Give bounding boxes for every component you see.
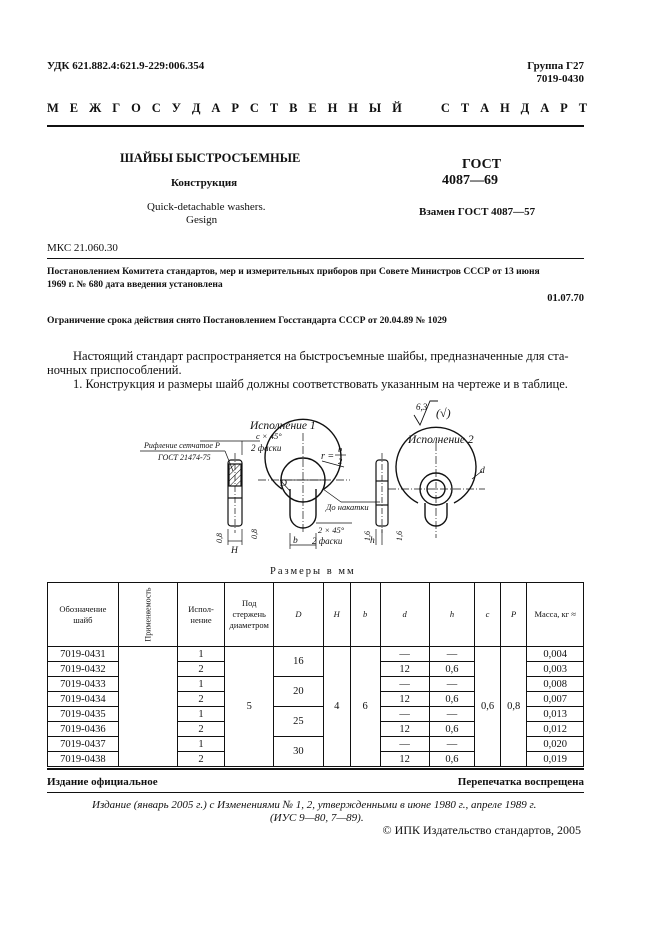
banner-rule <box>47 125 584 127</box>
cell-d: 12 <box>380 692 429 707</box>
official-edition: Издание официальное <box>47 776 158 788</box>
cell-version: 1 <box>177 647 224 662</box>
copyright: © ИПК Издательство стандартов, 2005 <box>382 823 581 837</box>
cell-h: — <box>429 647 474 662</box>
replaces: Взамен ГОСТ 4087—57 <box>419 206 536 218</box>
title-rule <box>47 258 584 259</box>
cell-mass: 0,020 <box>527 737 584 752</box>
cell-h: — <box>429 737 474 752</box>
cell-mass: 0,008 <box>527 677 584 692</box>
label-roughness: 6,3 <box>416 402 428 412</box>
th-H: H <box>323 583 350 647</box>
cell-d: — <box>380 647 429 662</box>
paragraph-1: 1. Конструкция и размеры шайб должны соответствовать указанным на чертеже и в таблице. <box>73 377 568 391</box>
cell-mass: 0,004 <box>527 647 584 662</box>
cell-mass: 0,013 <box>527 707 584 722</box>
label-h: h <box>370 536 375 546</box>
mks-code: МКС 21.060.30 <box>47 242 118 254</box>
label-b: b <box>293 536 298 546</box>
label-radius: r = <box>321 451 335 462</box>
cell-designation: 7019-0432 <box>48 662 119 677</box>
label-D: D <box>280 479 287 489</box>
label-chamfer-2: 2 × 45° <box>318 525 345 535</box>
label-riflenie: Рифление сетчатое P <box>144 441 220 450</box>
group-label: Группа Г27 <box>527 60 584 72</box>
doc-subtitle: Конструкция <box>171 177 238 189</box>
washer-drawing <box>130 393 510 555</box>
reprint-forbidden: Перепечатка воспрещена <box>457 776 584 788</box>
label-1-6-a: 1,6 <box>363 531 372 541</box>
cell-designation: 7019-0434 <box>48 692 119 707</box>
table-header-row <box>48 583 584 647</box>
label-do-nakatki: До накатки <box>326 502 369 512</box>
cell-designation: 7019-0433 <box>48 677 119 692</box>
label-H: H <box>231 546 238 555</box>
cell-d: — <box>380 677 429 692</box>
footer-rule <box>47 768 584 770</box>
cell-P: 0,8 <box>500 647 527 767</box>
th-d: d <box>380 583 429 647</box>
cell-h: 0,6 <box>429 692 474 707</box>
footer-rule-thin <box>47 792 584 793</box>
cell-D: 30 <box>274 737 323 767</box>
edition-note-1: Издание (январь 2005 г.) с Изменениями № 1, 2, утвержденными в июне 1980 г., апреле 1989 г. <box>92 799 537 811</box>
cell-D: 16 <box>274 647 323 677</box>
cell-d: 12 <box>380 752 429 767</box>
cell-c: 0,6 <box>475 647 501 767</box>
cell-rod-diameter: 5 <box>225 647 274 767</box>
th-mass: Масса, кг ≈ <box>527 583 584 647</box>
cell-designation: 7019-0437 <box>48 737 119 752</box>
th-b: b <box>350 583 380 647</box>
cell-designation: 7019-0438 <box>48 752 119 767</box>
cell-mass: 0,019 <box>527 752 584 767</box>
gost-label: ГОСТ <box>462 157 502 172</box>
cell-designation: 7019-0436 <box>48 722 119 737</box>
label-radius-num: b <box>338 444 343 454</box>
table-caption: Размеры в мм <box>270 566 356 577</box>
cell-version: 1 <box>177 677 224 692</box>
dimensions-table <box>47 582 584 767</box>
th-P: P <box>500 583 527 647</box>
cell-version: 2 <box>177 662 224 677</box>
decree-line-1: Постановлением Комитета стандартов, мер и измерительных приборов при Совете Министров СССР от 13 июня <box>47 266 540 277</box>
cell-h: 0,6 <box>429 722 474 737</box>
table-row <box>48 647 584 662</box>
paragraph-intro-2: ночных приспособлений. <box>47 363 182 377</box>
cell-D: 20 <box>274 677 323 707</box>
cell-h: — <box>429 707 474 722</box>
cell-H: 4 <box>323 647 350 767</box>
cell-d: 12 <box>380 722 429 737</box>
label-chamfer-2b: 2 фаски <box>312 536 343 546</box>
th-version: Испол- нение <box>177 583 224 647</box>
effective-date: 01.07.70 <box>547 293 584 304</box>
doc-code: 7019-0430 <box>536 73 584 85</box>
th-D: D <box>274 583 323 647</box>
cell-version: 2 <box>177 692 224 707</box>
cell-mass: 0,007 <box>527 692 584 707</box>
decree-line-2: 1969 г. № 680 дата введения установлена <box>47 279 223 290</box>
cell-applicability <box>118 647 177 767</box>
cell-version: 1 <box>177 707 224 722</box>
label-ispolnenie-1: Исполнение 1 <box>250 420 316 432</box>
cell-h: — <box>429 677 474 692</box>
gost-number: 4087—69 <box>442 173 498 188</box>
cell-version: 2 <box>177 722 224 737</box>
label-0-8-a: 0,8 <box>215 533 224 543</box>
label-chamfer-1: c × 45° <box>256 431 282 441</box>
th-applicability: Применяемость <box>118 583 177 647</box>
label-1-6-b: 1,6 <box>395 531 404 541</box>
cell-b: 6 <box>350 647 380 767</box>
cell-designation: 7019-0431 <box>48 647 119 662</box>
label-ispolnenie-2: Исполнение 2 <box>408 434 474 446</box>
english-title-2: Gesign <box>186 214 218 226</box>
cell-version: 1 <box>177 737 224 752</box>
banner: М Е Ж Г О С У Д А Р С Т В Е Н Н Ы Й С Т А Н Д А Р Т <box>47 101 591 115</box>
cell-D: 25 <box>274 707 323 737</box>
doc-title: ШАЙБЫ БЫСТРОСЪЕМНЫЕ <box>120 151 301 165</box>
th-h: h <box>429 583 474 647</box>
th-c: c <box>475 583 501 647</box>
label-gost-riflenie: ГОСТ 21474-75 <box>158 453 211 462</box>
label-0-8-b: 0,8 <box>250 529 259 539</box>
th-designation: Обозначение шайб <box>48 583 119 647</box>
paragraph-intro-1: Настоящий стандарт распространяется на быстросъемные шайбы, предназначенные для ста- <box>73 349 569 363</box>
label-chamfer-1b: 2 фаски <box>251 443 282 453</box>
cell-d: 12 <box>380 662 429 677</box>
label-radius-den: 2 <box>338 456 343 466</box>
cell-d: — <box>380 737 429 752</box>
cell-h: 0,6 <box>429 662 474 677</box>
cell-version: 2 <box>177 752 224 767</box>
cell-mass: 0,003 <box>527 662 584 677</box>
cell-mass: 0,012 <box>527 722 584 737</box>
cell-designation: 7019-0435 <box>48 707 119 722</box>
limit-note: Ограничение срока действия снято Постановлением Госстандарта СССР от 20.04.89 № 1029 <box>47 315 447 326</box>
label-roughness-v: (√) <box>436 406 451 420</box>
th-rod-diameter: Под стержень диаметром <box>225 583 274 647</box>
label-d: d <box>480 466 485 476</box>
english-title-1: Quick-detachable washers. <box>147 201 266 213</box>
edition-note-2: (ИУС 9—80, 7—89). <box>270 812 364 824</box>
udk-code: УДК 621.882.4:621.9-229:006.354 <box>47 60 205 72</box>
cell-d: — <box>380 707 429 722</box>
cell-h: 0,6 <box>429 752 474 767</box>
